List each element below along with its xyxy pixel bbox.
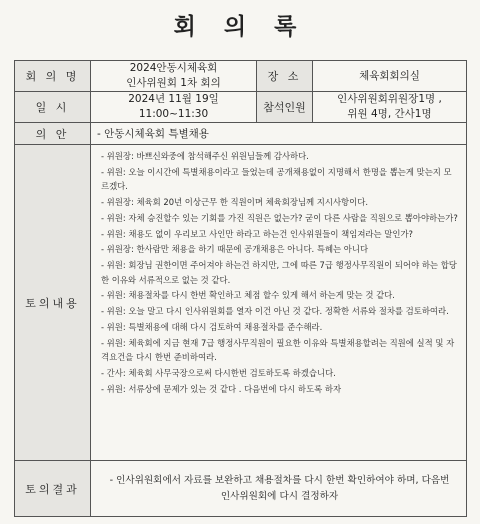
agenda-label: 의 안 xyxy=(15,123,91,145)
datetime-label: 일 시 xyxy=(15,92,91,123)
result-line2: 인사위원회에 다시 결정하자 xyxy=(220,490,339,502)
discussion-line: - 위원: 채용도 없이 우리보고 사인만 하라고 하는건 인사위원들이 책임져라는 말인가? xyxy=(101,228,413,239)
datetime-value xyxy=(91,92,257,123)
result-content xyxy=(91,461,467,517)
meeting-name-line2: 인사위원회 1차 회의 xyxy=(126,77,221,89)
time-line: 11:00~11:30 xyxy=(138,108,209,120)
discussion-line: - 간사: 체육회 사무국장으로써 다시한번 검토하도록 하겠습니다. xyxy=(101,367,336,378)
discussion-line: - 위원: 채용절차를 다시 한번 확인하고 체점 할수 있게 해서 하는게 맞는 것 같다. xyxy=(101,290,395,301)
location-label: 장 소 xyxy=(257,61,313,92)
discussion-line: - 위원장: 바쁘신와중에 참석해주신 위원님들께 감사하다. xyxy=(101,151,309,161)
result-line1: - 인사위원회에서 자료를 보완하고 채용절차를 다시 한번 확인하여야 하며, 다음번 xyxy=(109,474,450,486)
attendees-label: 참석인원 xyxy=(257,92,313,123)
date-line: 2024년 11월 19일 xyxy=(128,93,219,105)
row-datetime xyxy=(15,92,467,123)
discussion-line: - 위원: 서류상에 문제가 있는 것 같다 . 다음번에 다시 하도록 하자 xyxy=(101,383,342,394)
row-meeting-name xyxy=(15,61,467,92)
result-label: 토의결과 xyxy=(15,461,91,517)
row-agenda xyxy=(15,123,467,145)
minutes-table xyxy=(14,60,467,517)
row-discussion xyxy=(15,145,467,461)
document-title: 회 의 록 xyxy=(173,14,307,40)
discussion-content xyxy=(91,145,467,461)
discussion-line: - 위원: 오늘 말고 다시 인사위원회를 열자 이건 아닌 것 같다. 정확한 서류와 절차를 검토하여라. xyxy=(101,306,449,317)
discussion-line: - 위원: 체육회에 지금 현재 7급 행정사무직원이 필요한 이유와 특별채용할려는 직원에 실적 및 자격요건을 다시 한번 준비하여라. xyxy=(101,337,455,363)
meeting-name-value xyxy=(91,61,257,92)
discussion-line: - 위원장: 체육회 20년 이상근무 한 직원이며 체육회장님께 지시사항이다. xyxy=(101,197,368,207)
discussion-line: - 위원: 자체 승진할수 있는 기회를 가진 직원은 없는가? 굳이 다른 사람을 직원으로 뽑아야하는가? xyxy=(101,212,458,223)
location-value: 체육회회의실 xyxy=(313,61,467,92)
discussion-line: - 위원: 특별채용에 대해 다시 검토하여 채용절차를 준수해라. xyxy=(101,321,323,332)
attendees-line1: 인사위원회위원장1명 , xyxy=(337,93,442,105)
discussion-line: - 위원: 오늘 이시간에 특별채용이라고 들었는데 공개채용없이 지명해서 한명을 뽑는게 맞는지 모르겠다. xyxy=(101,166,452,192)
discussion-label: 토의내용 xyxy=(15,145,91,461)
meeting-name-line1: 2024안동시체육회 xyxy=(129,62,218,74)
row-result xyxy=(15,461,467,517)
discussion-line: - 위원장: 한사람만 채용을 하기 때문에 공개채용은 아니다. 특혜는 아니다 xyxy=(101,244,369,255)
attendees-value xyxy=(313,92,467,123)
attendees-line2: 위원 4명, 간사1명 xyxy=(347,108,432,120)
meeting-name-label: 회 의 명 xyxy=(15,61,91,92)
agenda-value: - 안동시체육회 특별채용 xyxy=(91,123,467,145)
discussion-line: - 위원: 회장님 권한이면 주어져야 하는건 하지만, 그에 따른 7급 행정사무직원이 되어야 하는 합당한 이유와 서류적으로 없는 것 같다. xyxy=(101,260,457,285)
